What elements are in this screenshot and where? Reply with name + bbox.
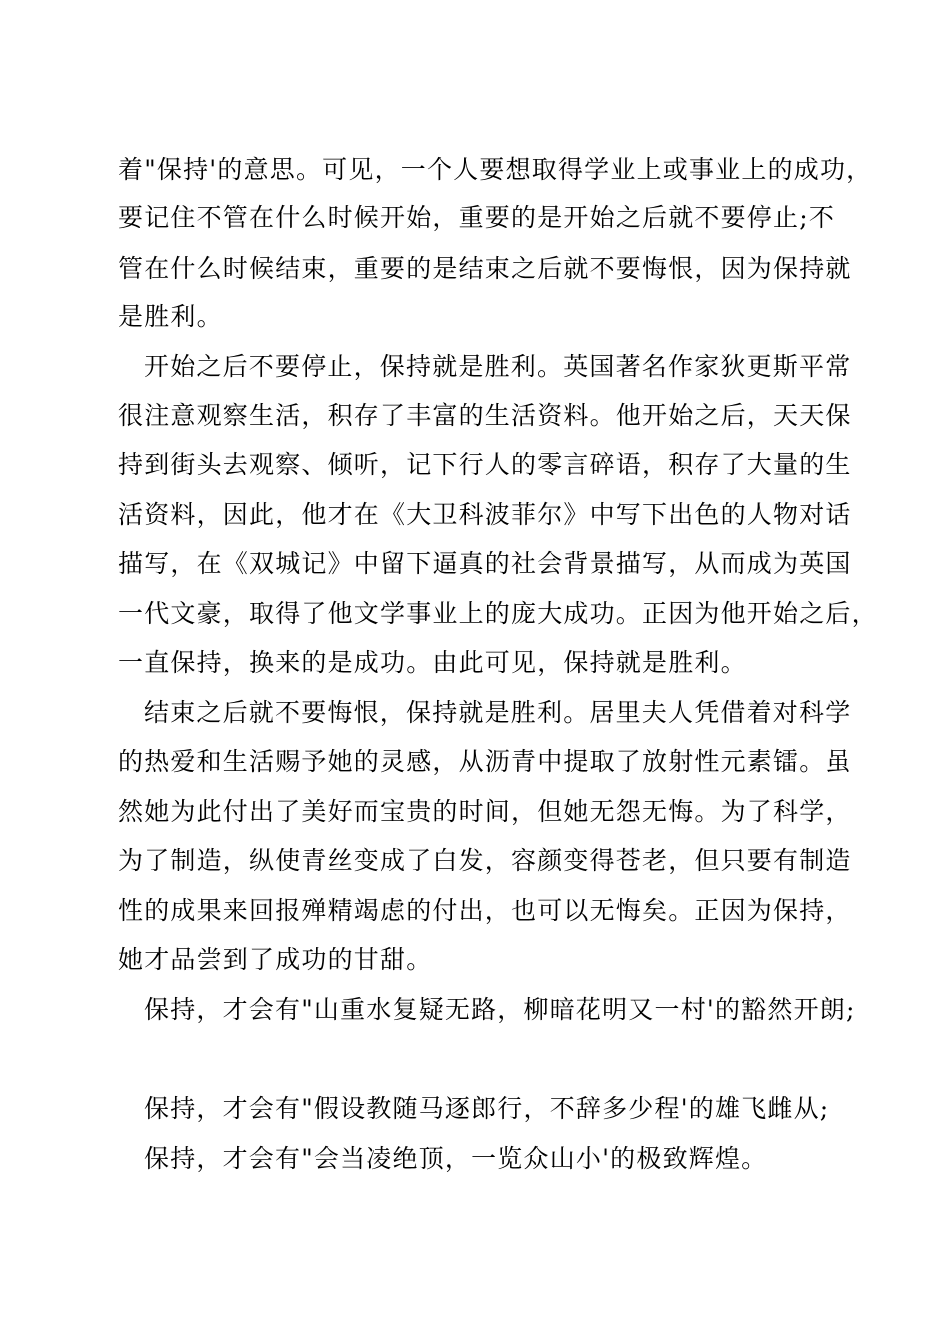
text-line: 性的成果来回报殚精竭虑的付出，也可以无悔矣。正因为保持， [118, 896, 852, 925]
text-line: 是胜利。 [118, 302, 223, 331]
text-line: 她才品尝到了成功的甘甜。 [118, 945, 433, 974]
text-line: 然她为此付出了美好而宝贵的时间，但她无怨无悔。为了科学， [118, 797, 852, 826]
paragraph-first-line: 结束之后就不要悔恨，保持就是胜利。居里夫人凭借着对科学 [144, 698, 852, 727]
text-line: 描写，在《双城记》中留下逼真的社会背景描写，从而成为英国 [118, 549, 852, 578]
paragraph-first-line: 保持，才会有"会当凌绝顶，一览众山小'的极致辉煌。 [144, 1144, 768, 1173]
text-line: 的热爱和生活赐予她的灵感，从沥青中提取了放射性元素镭。虽 [118, 747, 852, 776]
paragraph-first-line: 保持，才会有"假设教随马逐郎行，不辞多少程'的雄飞雌从; [144, 1094, 830, 1123]
text-line: 一代文豪，取得了他文学事业上的庞大成功。正因为他开始之后， [118, 599, 878, 628]
text-line: 持到街头去观察、倾听，记下行人的零言碎语，积存了大量的生 [118, 450, 852, 479]
paragraph-first-line: 开始之后不要停止，保持就是胜利。英国著名作家狄更斯平常 [144, 352, 852, 381]
paragraph-first-line: 保持，才会有"山重水复疑无路，柳暗花明又一村'的豁然开朗; [144, 995, 856, 1024]
text-line: 要记住不管在什么时候开始，重要的是开始之后就不要停止;不 [118, 203, 836, 232]
text-line: 为了制造，纵使青丝变成了白发，容颜变得苍老，但只要有制造 [118, 846, 852, 875]
text-line: 活资料，因此，他才在《大卫科波菲尔》中写下出色的人物对话 [118, 500, 852, 529]
text-line: 管在什么时候结束，重要的是结束之后就不要悔恨，因为保持就 [118, 254, 852, 283]
text-line: 着"保持'的意思。可见，一个人要想取得学业上或事业上的成功， [118, 155, 873, 184]
text-line: 一直保持，换来的是成功。由此可见，保持就是胜利。 [118, 648, 747, 677]
text-line: 很注意观察生活，积存了丰富的生活资料。他开始之后，天天保 [118, 401, 852, 430]
